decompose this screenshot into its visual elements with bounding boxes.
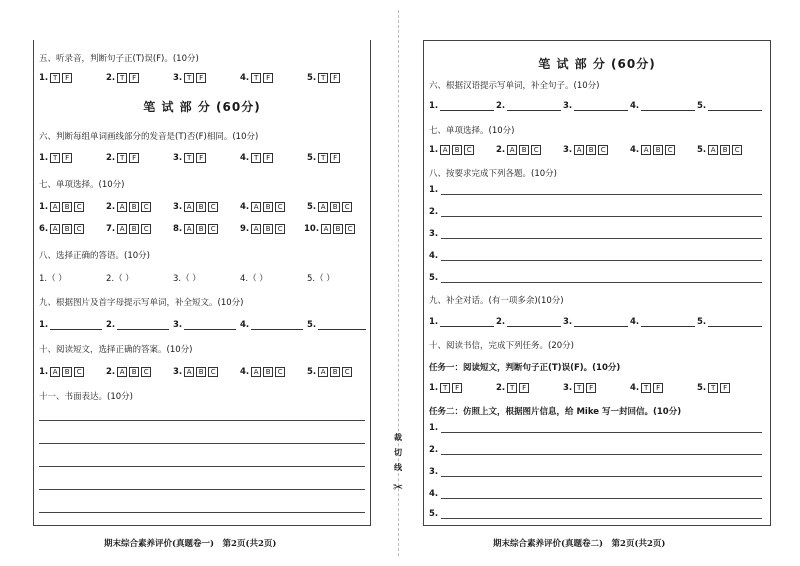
right-sec8-line-4: 4.: [429, 251, 762, 261]
option-f[interactable]: F: [586, 383, 596, 393]
left-sec6-q4: 4. T F: [240, 153, 273, 163]
left-sec10-q2: 2. A B C: [106, 367, 151, 377]
writing-line[interactable]: [39, 420, 365, 421]
left-sec5-q4: 4. T F: [240, 73, 273, 83]
answer-blank[interactable]: [251, 321, 303, 330]
answer-blank[interactable]: [641, 102, 695, 111]
option-b[interactable]: B: [62, 367, 72, 377]
left-sec5-q3: 3. T F: [173, 73, 206, 83]
option-c[interactable]: C: [345, 224, 355, 234]
option-c[interactable]: C: [208, 367, 218, 377]
right-answer-sheet: [423, 40, 771, 526]
option-c[interactable]: C: [74, 367, 84, 377]
cut-mark-1: 裁: [394, 433, 402, 442]
left-footer: 期末综合素养评价(真题卷一) 第2页(共2页): [104, 539, 277, 549]
option-c[interactable]: C: [141, 367, 151, 377]
right-sec9-q1: 1.: [429, 317, 494, 327]
option-a[interactable]: A: [321, 224, 331, 234]
right-sec8-line-2: 2.: [429, 207, 762, 217]
writing-line[interactable]: [39, 489, 365, 490]
left-sec7-q6: 6. A B C: [39, 224, 84, 234]
option-a[interactable]: A: [184, 224, 194, 234]
right-task1-q3: 3. T F: [563, 383, 596, 393]
right-sec10-heading: 十、阅读书信，完成下列任务。(20分): [429, 341, 574, 351]
left-sec8-q3[interactable]: 3.（ ）: [173, 274, 201, 284]
option-f[interactable]: F: [196, 73, 206, 83]
answer-line[interactable]: [441, 489, 762, 499]
left-sec10-q5: 5. A B C: [307, 367, 352, 377]
left-sec10-q1: 1. A B C: [39, 367, 84, 377]
answer-blank[interactable]: [574, 102, 628, 111]
answer-blank[interactable]: [318, 321, 366, 330]
option-f[interactable]: F: [62, 153, 72, 163]
option-t[interactable]: T: [318, 153, 328, 163]
option-a[interactable]: A: [318, 202, 328, 212]
option-c[interactable]: C: [74, 224, 84, 234]
option-c[interactable]: C: [598, 145, 608, 155]
option-a[interactable]: A: [440, 145, 450, 155]
option-t[interactable]: T: [50, 73, 60, 83]
answer-line[interactable]: [441, 273, 762, 283]
left-sec7-q10: 10. A B C: [304, 224, 355, 234]
right-sec8-line-5: 5.: [429, 273, 762, 283]
option-c[interactable]: C: [275, 367, 285, 377]
option-t[interactable]: T: [641, 383, 651, 393]
left-sec9-q2: 2.: [106, 320, 169, 330]
option-f[interactable]: F: [330, 153, 340, 163]
right-sec7-q1: 1. A B C: [429, 145, 474, 155]
answer-blank[interactable]: [507, 102, 561, 111]
option-t[interactable]: T: [184, 73, 194, 83]
right-sec9-q3: 3.: [563, 317, 628, 327]
right-sec8-heading: 八、按要求完成下列各题。(10分): [429, 169, 557, 179]
left-sec7-q2: 2. A B C: [106, 202, 151, 212]
option-c[interactable]: C: [208, 202, 218, 212]
left-sec5-q5: 5. T F: [307, 73, 340, 83]
option-t[interactable]: T: [318, 73, 328, 83]
left-sec9-q4: 4.: [240, 320, 303, 330]
right-task2-line-4: 4.: [429, 489, 762, 499]
right-task2-line-5: 5.: [429, 509, 762, 519]
scissors-icon: ✂: [392, 480, 404, 494]
option-f[interactable]: F: [720, 383, 730, 393]
right-task2-line-2: 2.: [429, 445, 762, 455]
left-sec7-q1: 1. A B C: [39, 202, 84, 212]
option-c[interactable]: C: [665, 145, 675, 155]
fold-divider: [398, 10, 399, 556]
left-sec9-q5: 5.: [307, 320, 366, 330]
right-sec7-q5: 5. A B C: [697, 145, 742, 155]
answer-line[interactable]: [441, 251, 762, 261]
option-b[interactable]: B: [196, 224, 206, 234]
answer-blank[interactable]: [708, 318, 762, 327]
option-a[interactable]: A: [574, 145, 584, 155]
option-t[interactable]: T: [117, 153, 127, 163]
option-b[interactable]: B: [330, 367, 340, 377]
option-a[interactable]: A: [708, 145, 718, 155]
option-a[interactable]: A: [50, 224, 60, 234]
answer-blank[interactable]: [440, 102, 494, 111]
left-sec7-q8: 8. A B C: [173, 224, 218, 234]
option-c[interactable]: C: [141, 202, 151, 212]
answer-line[interactable]: [441, 185, 762, 195]
option-a[interactable]: A: [641, 145, 651, 155]
option-b[interactable]: B: [62, 202, 72, 212]
answer-line[interactable]: [441, 423, 762, 433]
option-t[interactable]: T: [507, 383, 517, 393]
answer-blank[interactable]: [184, 321, 236, 330]
option-a[interactable]: A: [117, 202, 127, 212]
option-a[interactable]: A: [251, 202, 261, 212]
option-f[interactable]: F: [196, 153, 206, 163]
option-c[interactable]: C: [342, 367, 352, 377]
option-b[interactable]: B: [263, 224, 273, 234]
option-b[interactable]: B: [196, 367, 206, 377]
right-sec6-heading: 六、根据汉语提示写单词，补全句子。(10分): [429, 81, 600, 91]
left-sec7-q9: 9. A B C: [240, 224, 285, 234]
answer-line[interactable]: [441, 229, 762, 239]
answer-line[interactable]: [441, 467, 762, 477]
answer-blank[interactable]: [50, 321, 102, 330]
left-sec10-heading: 十、阅读短文，选择正确的答案。(10分): [39, 345, 193, 355]
right-task1-q4: 4. T F: [630, 383, 663, 393]
left-sec6-heading: 六、判断每组单词画线部分的发音是(T)否(F)相同。(10分): [39, 132, 259, 142]
option-b[interactable]: B: [333, 224, 343, 234]
option-f[interactable]: F: [62, 73, 72, 83]
option-c[interactable]: C: [275, 224, 285, 234]
option-a[interactable]: A: [117, 224, 127, 234]
option-a[interactable]: A: [50, 202, 60, 212]
option-c[interactable]: C: [208, 224, 218, 234]
right-sec6-q1: 1.: [429, 101, 494, 111]
option-a[interactable]: A: [50, 367, 60, 377]
option-t[interactable]: T: [117, 73, 127, 83]
left-sec8-q4[interactable]: 4.（ ）: [240, 274, 268, 284]
left-sec9-q1: 1.: [39, 320, 102, 330]
option-a[interactable]: A: [251, 224, 261, 234]
option-b[interactable]: B: [196, 202, 206, 212]
right-sec9-q4: 4.: [630, 317, 695, 327]
left-sec6-q3: 3. T F: [173, 153, 206, 163]
answer-blank[interactable]: [507, 318, 561, 327]
option-f[interactable]: F: [519, 383, 529, 393]
left-sec7-q5: 5. A B C: [307, 202, 352, 212]
option-c[interactable]: C: [74, 202, 84, 212]
option-b[interactable]: B: [452, 145, 462, 155]
option-c[interactable]: C: [732, 145, 742, 155]
option-t[interactable]: T: [574, 383, 584, 393]
right-sec7-heading: 七、单项选择。(10分): [429, 126, 515, 136]
option-a[interactable]: A: [184, 367, 194, 377]
answer-blank[interactable]: [440, 318, 494, 327]
right-sec6-q5: 5.: [697, 101, 762, 111]
option-b[interactable]: B: [129, 367, 139, 377]
option-b[interactable]: B: [263, 202, 273, 212]
left-answer-sheet: [33, 40, 371, 526]
writing-line[interactable]: [39, 466, 365, 467]
right-sec6-q4: 4.: [630, 101, 695, 111]
option-f[interactable]: F: [129, 153, 139, 163]
writing-line[interactable]: [39, 443, 365, 444]
left-sec7-q7: 7. A B C: [106, 224, 151, 234]
option-b[interactable]: B: [62, 224, 72, 234]
option-a[interactable]: A: [251, 367, 261, 377]
right-task2-line-3: 3.: [429, 467, 762, 477]
option-f[interactable]: F: [129, 73, 139, 83]
right-sec9-q5: 5.: [697, 317, 762, 327]
option-f[interactable]: F: [263, 153, 273, 163]
answer-line[interactable]: [441, 207, 762, 217]
option-c[interactable]: C: [275, 202, 285, 212]
right-sec9-q2: 2.: [496, 317, 561, 327]
left-sec8-q2[interactable]: 2.（ ）: [106, 274, 134, 284]
option-b[interactable]: B: [653, 145, 663, 155]
right-task1-q5: 5. T F: [697, 383, 730, 393]
option-a[interactable]: A: [318, 367, 328, 377]
option-b[interactable]: B: [586, 145, 596, 155]
left-sec8-q1[interactable]: 1.（ ）: [39, 274, 67, 284]
option-f[interactable]: F: [263, 73, 273, 83]
option-c[interactable]: C: [464, 145, 474, 155]
left-sec8-q5[interactable]: 5.（ ）: [307, 274, 335, 284]
right-written-title: 笔 试 部 分 (60分): [538, 57, 656, 71]
left-sec5-q1: 1. T F: [39, 73, 72, 83]
right-sec6-q3: 3.: [563, 101, 628, 111]
left-sec7-q4: 4. A B C: [240, 202, 285, 212]
option-t[interactable]: T: [50, 153, 60, 163]
right-sec9-heading: 九、补全对话。(有一项多余)(10分): [429, 296, 564, 306]
option-b[interactable]: B: [263, 367, 273, 377]
right-task2-heading: 任务二：仿照上文，根据图片信息，给 Mike 写一封回信。(10分): [429, 407, 682, 417]
option-a[interactable]: A: [184, 202, 194, 212]
option-t[interactable]: T: [440, 383, 450, 393]
right-footer: 期末综合素养评价(真题卷二) 第2页(共2页): [493, 539, 666, 549]
right-task1-q2: 2. T F: [496, 383, 529, 393]
option-f[interactable]: F: [452, 383, 462, 393]
right-sec8-line-3: 3.: [429, 229, 762, 239]
option-t[interactable]: T: [251, 73, 261, 83]
left-sec5-q2: 2. T F: [106, 73, 139, 83]
option-t[interactable]: T: [708, 383, 718, 393]
left-sec10-q3: 3. A B C: [173, 367, 218, 377]
right-sec7-q2: 2. A B C: [496, 145, 541, 155]
left-sec7-q3: 3. A B C: [173, 202, 218, 212]
left-sec5-heading: 五、听录音，判断句子正(T)误(F)。(10分): [39, 54, 199, 64]
answer-blank[interactable]: [641, 318, 695, 327]
answer-line[interactable]: [441, 445, 762, 455]
left-sec11-heading: 十一、书面表达。(10分): [39, 392, 133, 402]
left-sec6-q1: 1. T F: [39, 153, 72, 163]
right-task1-heading: 任务一：阅读短文，判断句子正(T)误(F)。(10分): [429, 363, 621, 373]
option-b[interactable]: B: [519, 145, 529, 155]
left-sec7-heading: 七、单项选择。(10分): [39, 180, 125, 190]
cut-mark-2: 切: [394, 448, 402, 457]
option-f[interactable]: F: [653, 383, 663, 393]
option-c[interactable]: C: [531, 145, 541, 155]
left-sec6-q5: 5. T F: [307, 153, 340, 163]
option-b[interactable]: B: [129, 224, 139, 234]
answer-blank[interactable]: [708, 102, 762, 111]
left-sec8-heading: 八、选择正确的答语。(10分): [39, 251, 150, 261]
option-c[interactable]: C: [141, 224, 151, 234]
cut-mark-3: 线: [394, 463, 402, 472]
right-task1-q1: 1. T F: [429, 383, 462, 393]
left-sec6-q2: 2. T F: [106, 153, 139, 163]
option-c[interactable]: C: [342, 202, 352, 212]
right-sec8-line-1: 1.: [429, 185, 762, 195]
answer-line[interactable]: [441, 509, 762, 519]
writing-line[interactable]: [39, 512, 365, 513]
option-t[interactable]: T: [184, 153, 194, 163]
right-sec7-q3: 3. A B C: [563, 145, 608, 155]
option-a[interactable]: A: [117, 367, 127, 377]
right-sec6-q2: 2.: [496, 101, 561, 111]
left-written-title: 笔 试 部 分 (60分): [143, 100, 261, 114]
option-b[interactable]: B: [330, 202, 340, 212]
option-b[interactable]: B: [129, 202, 139, 212]
right-task2-line-1: 1.: [429, 423, 762, 433]
answer-blank[interactable]: [574, 318, 628, 327]
option-f[interactable]: F: [330, 73, 340, 83]
left-sec9-q3: 3.: [173, 320, 236, 330]
left-sec10-q4: 4. A B C: [240, 367, 285, 377]
option-t[interactable]: T: [251, 153, 261, 163]
left-sec9-heading: 九、根据图片及首字母提示写单词，补全短文。(10分): [39, 298, 244, 308]
answer-blank[interactable]: [117, 321, 169, 330]
option-b[interactable]: B: [720, 145, 730, 155]
right-sec7-q4: 4. A B C: [630, 145, 675, 155]
option-a[interactable]: A: [507, 145, 517, 155]
